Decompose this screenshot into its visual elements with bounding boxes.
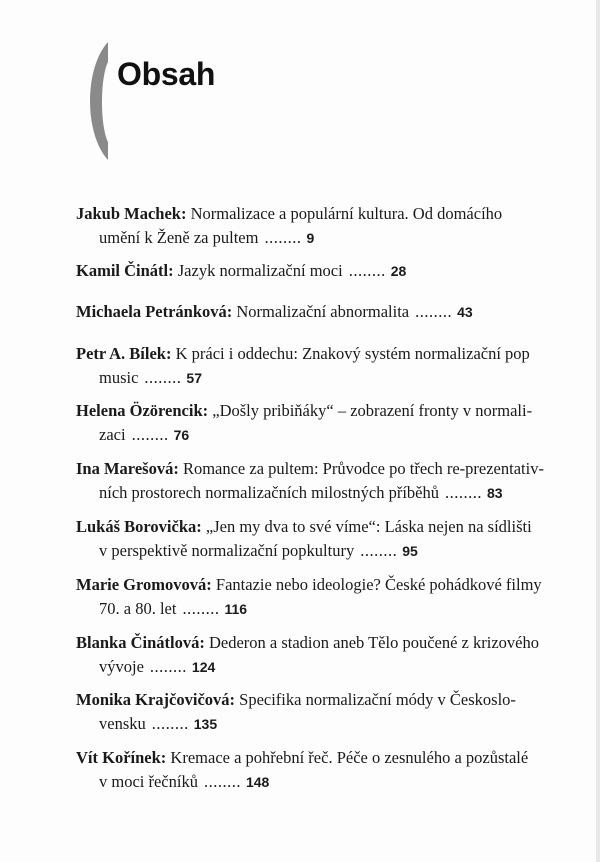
toc-title-cont: v moci řečníků ........ 148 (99, 772, 270, 791)
toc-leader: ........ (182, 599, 220, 618)
toc-author: Lukáš Borovička: (76, 517, 202, 536)
toc-title-cont: zaci ........ 76 (99, 425, 190, 444)
toc-leader: ........ (144, 368, 182, 387)
toc-entry (76, 342, 576, 390)
toc-title: „Došly pribiňáky“ – zobrazení fronty v normali- (212, 401, 533, 420)
toc-author: Kamil Činátl: (76, 261, 174, 280)
toc-author: Helena Özörencik: (76, 401, 209, 420)
toc-title: Normalizace a populární kultura. Od domácího (190, 204, 503, 223)
toc-title-cont: 70. a 80. let ........ 116 (99, 599, 248, 618)
toc-title-cont: ních prostorech normalizačních milostných příběhů ........ 83 (99, 483, 503, 502)
toc-title-cont: v perspektivě normalizační popkultury ........ 95 (99, 541, 418, 560)
toc-author: Michaela Petránková: (76, 302, 233, 321)
toc-page-number: 28 (390, 263, 407, 279)
toc-entry (76, 399, 576, 447)
toc-leader: ........ (203, 772, 241, 791)
toc-entry (76, 515, 576, 563)
toc-title: Dederon a stadion aneb Tělo poučené z krizového (208, 633, 539, 652)
toc-leader: ........ (415, 302, 453, 321)
toc-author: Blanka Činátlová: (76, 633, 205, 652)
toc-page-number: 57 (186, 370, 202, 386)
toc-title-cont: umění k Ženě za pultem ........ 9 (99, 228, 315, 247)
toc-entry (76, 202, 576, 250)
toc-leader: ........ (151, 714, 189, 733)
toc-entry (76, 573, 576, 621)
toc-page-number: 83 (486, 485, 503, 501)
toc-title: Jazyk normalizační moci (177, 261, 343, 280)
toc-entry (76, 300, 576, 324)
toc-leader: ........ (264, 228, 302, 247)
toc-leader: ........ (149, 657, 187, 676)
toc-title: Kremace a pohřební řeč. Péče o zesnulého a pozůstalé (170, 748, 529, 767)
toc-author: Vít Kořínek: (76, 748, 167, 767)
toc-author: Marie Gromovová: (76, 575, 212, 594)
toc-page-number: 124 (191, 659, 216, 675)
toc-leader: ........ (348, 261, 386, 280)
toc-entry (76, 688, 576, 736)
toc-page-number: 43 (457, 304, 473, 320)
toc-page-number: 9 (306, 230, 315, 246)
toc-page-number: 95 (402, 543, 418, 559)
toc-entry (76, 259, 576, 283)
toc-title: „Jen my dva to své víme“: Láska nejen na sídlišti (205, 517, 532, 536)
toc-title: K práci i oddechu: Znakový systém normalizační pop (175, 344, 530, 363)
toc-author: Ina Marešová: (76, 459, 179, 478)
toc-entry (76, 746, 576, 794)
toc-entry (76, 631, 576, 679)
toc-page-number: 135 (193, 716, 218, 732)
toc-title: Fantazie nebo ideologie? České pohádkové filmy (215, 575, 542, 594)
toc-author: Petr A. Bílek: (76, 344, 172, 363)
toc-title: Romance za pultem: Průvodce po třech re-prezentativ- (182, 459, 544, 478)
toc-leader: ........ (131, 425, 169, 444)
toc-title: Specifika normalizační módy v Českoslo- (239, 690, 516, 709)
toc-leader: ........ (444, 483, 482, 502)
toc-title: Normalizační abnormalita (236, 302, 410, 321)
toc-title-cont: music ........ 57 (99, 368, 202, 387)
toc-leader: ........ (360, 541, 398, 560)
toc-entry (76, 457, 576, 505)
toc-author: Monika Krajčovičová: (76, 690, 236, 709)
toc-page-number: 148 (245, 774, 270, 790)
toc-page-number: 76 (173, 427, 190, 443)
page-title: Obsah (117, 56, 216, 92)
toc-page-number: 116 (224, 601, 248, 617)
toc-title-cont: vývoje ........ 124 (99, 657, 216, 676)
page-edge-shadow (596, 0, 600, 862)
toc-title-cont: vensku ........ 135 (99, 714, 218, 733)
toc-author: Jakub Machek: (76, 204, 187, 223)
